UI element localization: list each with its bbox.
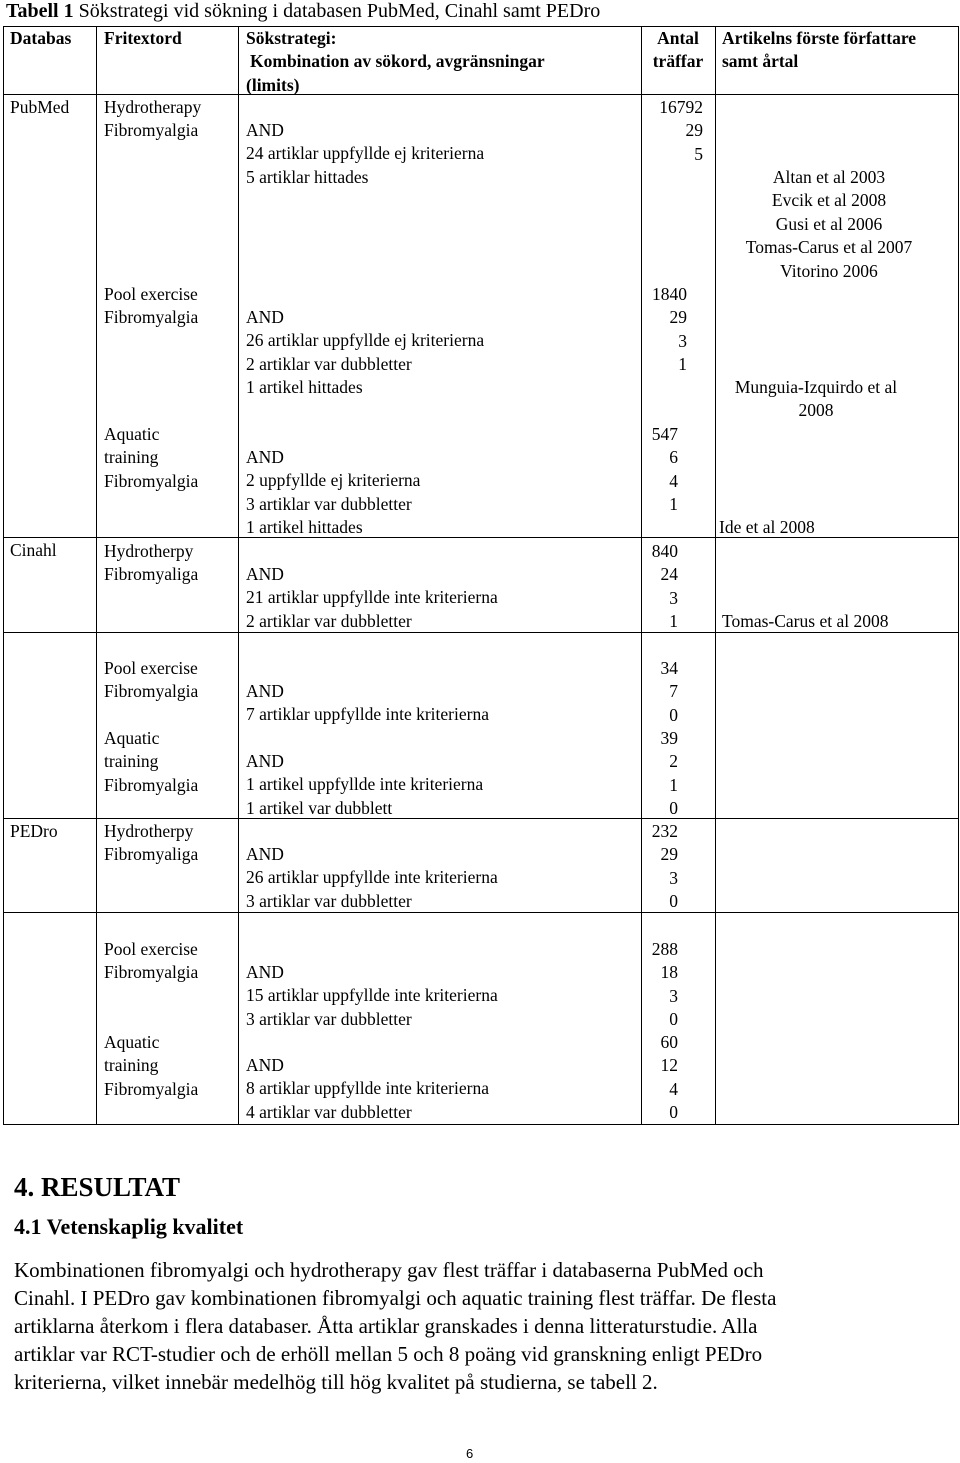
column-divider <box>238 26 239 1125</box>
page-number: 6 <box>466 1446 474 1461</box>
table-caption-text: Sökstrategi vid sökning i databasen PubMed, Cinahl samt PEDro <box>73 0 601 22</box>
search-terms: Aquatic training Fibromyalgia <box>104 728 199 795</box>
search-terms: Pool exercise Fibromyalgia <box>104 284 199 328</box>
results-paragraph: Kombinationen fibromyalgi och hydrotherapy gav flest träffar i databaserna PubMed och Cinahl. I PEDro gav kombinationen fibromyalgi och aquatic training flest träffar. De flesta artiklarna återkom i flera databaser. Åtta artiklar granskades i denna litteraturstudie. Alla artiklar var RCT-studier och de erhöll mellan 5 och 8 poäng vid granskning enligt PEDro kriterierna, vilket innebär medelhög till hög kvalitet på studierna, se tabell 2. <box>14 1258 777 1394</box>
hit-counts: 34 7 0 <box>660 658 678 725</box>
hit-counts: 39 2 1 0 <box>660 728 678 819</box>
search-terms: Hydrotherpy Fibromyaliga <box>104 821 199 865</box>
search-terms: Pool exercise Fibromyalgia <box>104 658 199 702</box>
author-list: Tomas-Carus et al 2008 <box>722 611 889 631</box>
row-divider <box>3 537 959 538</box>
search-strategy: AND 15 artiklar uppfyllde inte kriterierna 3 artiklar var dubbletter <box>246 962 498 1029</box>
hit-counts: 288 18 3 0 <box>651 939 678 1030</box>
hit-counts: 1840 29 3 1 <box>652 284 687 375</box>
column-divider <box>96 26 97 1125</box>
table-caption <box>6 0 600 24</box>
database-pedro: PEDro <box>10 821 58 841</box>
search-strategy: AND 26 artiklar uppfyllde inte kriterierna 3 artiklar var dubbletter <box>246 844 498 911</box>
subsection-heading: 4.1 Vetenskaplig kvalitet <box>14 1214 244 1239</box>
search-strategy: AND 7 artiklar uppfyllde inte kriterierna <box>246 681 489 725</box>
search-terms: Hydrotherpy Fibromyaliga <box>104 541 199 585</box>
table-border-right <box>958 26 959 1125</box>
database-cinahl: Cinahl <box>10 540 57 560</box>
hit-counts: 232 29 3 0 <box>651 821 678 912</box>
header-fritextord: Fritextord <box>104 28 182 48</box>
search-strategy: AND 2 uppfyllde ej kriterierna 3 artiklar var dubbletter 1 artikel hittades <box>246 447 421 538</box>
search-strategy: AND 24 artiklar uppfyllde ej kriterierna 5 artiklar hittades <box>246 120 485 187</box>
author-list: Ide et al 2008 <box>719 517 815 537</box>
search-strategy: AND 21 artiklar uppfyllde inte kriterierna 2 artiklar var dubbletter <box>246 564 498 631</box>
header-sokstrategi: Sökstrategi: Kombination av sökord, avgränsningar (limits) <box>246 28 545 95</box>
database-pubmed: PubMed <box>10 97 70 117</box>
header-forfattare: Artikelns förste författare samt årtal <box>722 28 917 72</box>
search-strategy: AND 1 artikel uppfyllde inte kriterierna 1 artikel var dubblett <box>246 751 484 818</box>
hit-counts: 60 12 4 0 <box>660 1032 678 1123</box>
author-list: Altan et al 2003 Evcik et al 2008 Gusi et al 2006 Tomas-Carus et al 2007 Vitorino 2006 <box>745 167 913 281</box>
search-strategy: AND 26 artiklar uppfyllde ej kriterierna 2 artiklar var dubbletter 1 artikel hittades <box>246 307 485 398</box>
search-terms: Aquatic training Fibromyalgia <box>104 424 199 491</box>
section-heading: 4. RESULTAT <box>14 1172 181 1202</box>
header-databas: Databas <box>10 28 72 48</box>
search-terms: Hydrotherapy Fibromyalgia <box>104 97 202 141</box>
table-border-left <box>3 26 4 1125</box>
table-caption-label: Tabell 1 <box>6 0 74 22</box>
search-terms: Aquatic training Fibromyalgia <box>104 1032 199 1099</box>
hit-counts: 16792 29 5 <box>659 97 703 164</box>
search-strategy: AND 8 artiklar uppfyllde inte kriterierna 4 artiklar var dubbletter <box>246 1055 489 1122</box>
hit-counts: 547 6 4 1 <box>651 424 678 515</box>
search-terms: Pool exercise Fibromyalgia <box>104 939 199 983</box>
header-antal-traffar: Antal träffar <box>652 28 704 72</box>
hit-counts: 840 24 3 1 <box>651 541 678 632</box>
author-list: Munguia-Izquirdo et al 2008 <box>734 377 898 421</box>
